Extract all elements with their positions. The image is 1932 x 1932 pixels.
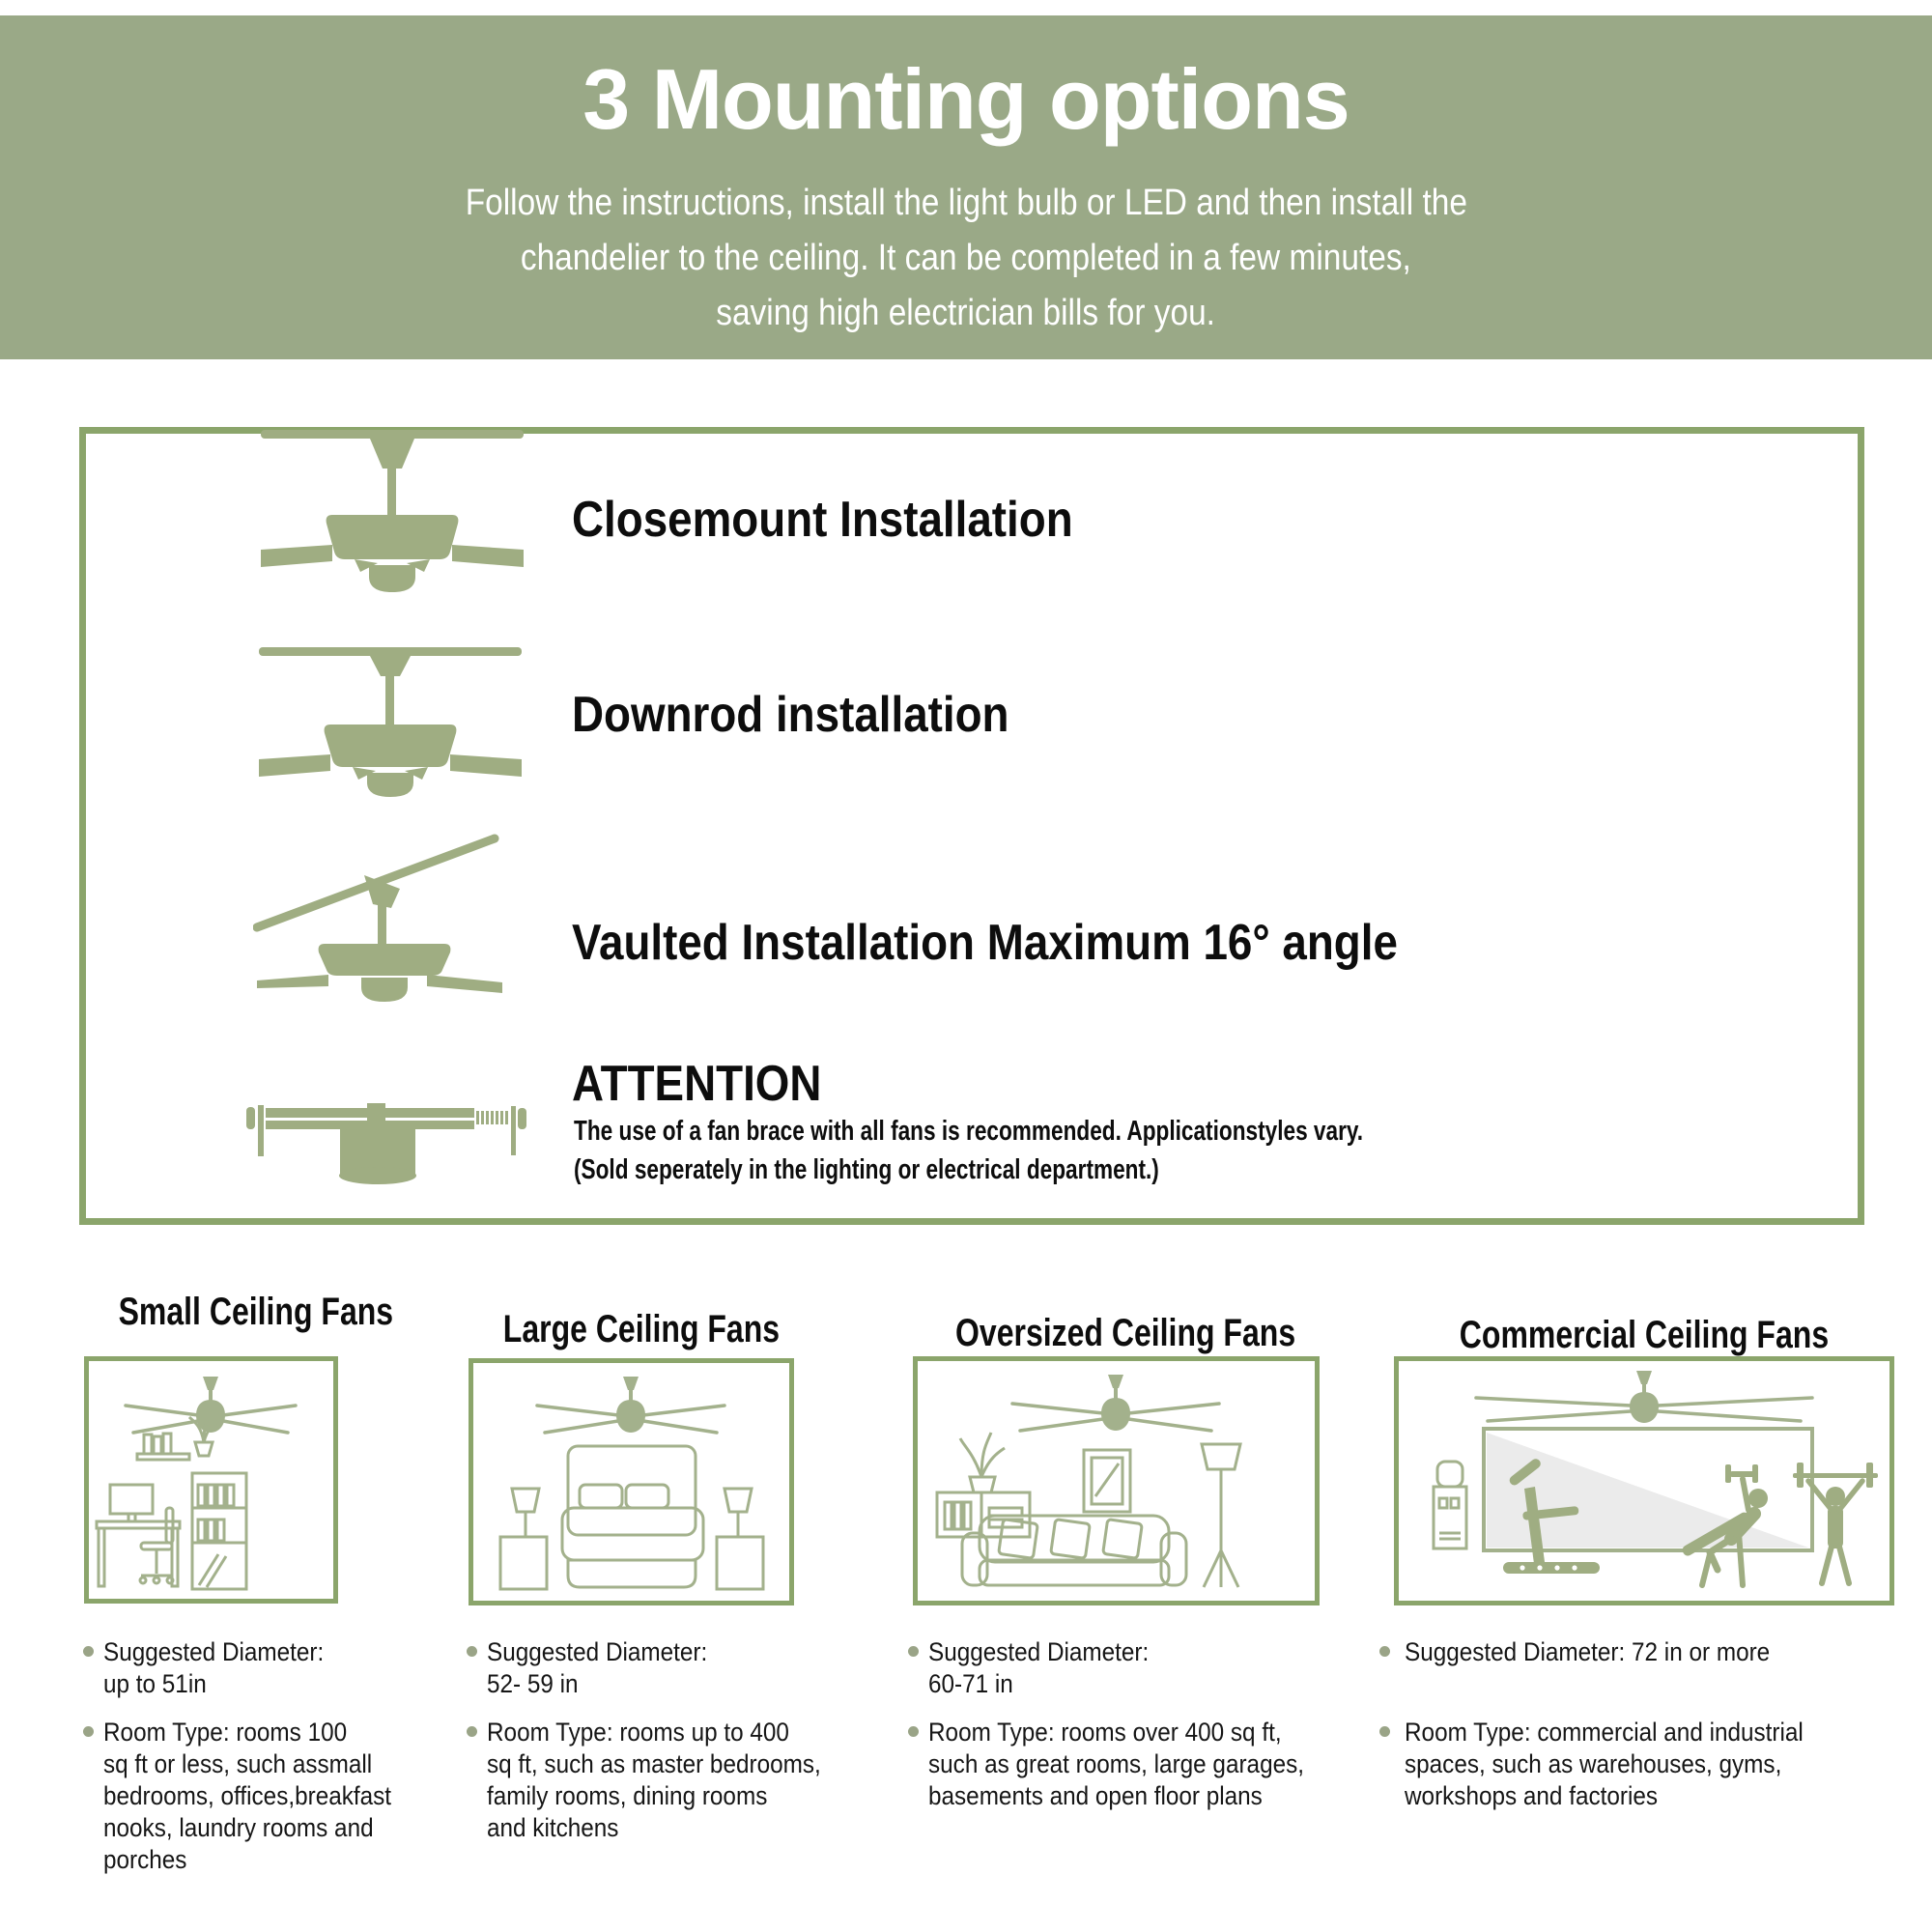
category-box-commercial — [1394, 1356, 1894, 1605]
bullet-list — [928, 1636, 1217, 1700]
bullet-line: 52- 59 in — [487, 1669, 579, 1698]
bullet-line: spaces, such as warehouses, gyms, — [1405, 1749, 1782, 1778]
category-box-small — [84, 1356, 338, 1604]
bullet-line: bedrooms, offices,breakfast — [103, 1781, 392, 1810]
bullet-item — [1379, 1717, 1882, 1812]
office-room-illustration — [89, 1361, 333, 1599]
bullet-dot-icon — [1379, 1646, 1390, 1657]
bullet-item — [467, 1717, 821, 1844]
living-room-illustration — [918, 1361, 1315, 1601]
banner-subtitle — [0, 176, 1932, 341]
category-title-oversized: Oversized Ceiling Fans — [955, 1312, 1296, 1354]
attention-heading: ATTENTION — [572, 1056, 822, 1112]
bullet-line: such as great rooms, large garages, — [928, 1749, 1305, 1778]
subtitle-line: Follow the instructions, install the light bulb or LED and then install the — [465, 183, 1467, 223]
row-heading-downrod: Downrod installation — [572, 687, 1009, 743]
bullet-line: basements and open floor plans — [928, 1781, 1263, 1810]
bullet-list — [103, 1636, 354, 1700]
bullet-list — [1405, 1717, 1882, 1812]
bullet-line: Suggested Diameter: — [487, 1637, 708, 1666]
category-box-large — [469, 1358, 794, 1605]
bullet-item — [1379, 1636, 1882, 1668]
bullet-list — [487, 1636, 776, 1700]
row-heading-closemount: Closemount Installation — [572, 492, 1073, 548]
bullet-dot-icon — [467, 1646, 477, 1657]
bullet-line: sq ft or less, such assmall — [103, 1749, 373, 1778]
bullet-line: Suggested Diameter: 72 in or more — [1405, 1637, 1771, 1666]
bullet-line: Room Type: rooms 100 — [103, 1718, 348, 1747]
gym-illustration — [1399, 1361, 1889, 1601]
bullet-list — [103, 1717, 392, 1876]
bullet-line: workshops and factories — [1405, 1781, 1659, 1810]
closemount-fan-icon — [261, 430, 524, 596]
bullet-item — [908, 1636, 1217, 1700]
bullet-line: 60-71 in — [928, 1669, 1013, 1698]
bullet-list — [1405, 1636, 1882, 1668]
bullet-dot-icon — [83, 1726, 94, 1737]
bullet-line: porches — [103, 1845, 187, 1874]
subtitle-line: chandelier to the ceiling. It can be completed in a few minutes, — [521, 238, 1411, 278]
category-title-small: Small Ceiling Fans — [118, 1291, 394, 1333]
category-title-large: Large Ceiling Fans — [502, 1308, 781, 1350]
bullet-line: Suggested Diameter: — [928, 1637, 1150, 1666]
bullet-item — [83, 1717, 392, 1876]
downrod-fan-icon — [259, 647, 522, 798]
bullet-line: nooks, laundry rooms and — [103, 1813, 374, 1842]
bullet-line: and kitchens — [487, 1813, 619, 1842]
attention-text-line: The use of a fan brace with all fans is recommended. Applicationstyles vary. — [574, 1116, 1364, 1147]
bullet-line: Room Type: rooms up to 400 — [487, 1718, 789, 1747]
bedroom-illustration — [473, 1363, 789, 1601]
category-title-commercial: Commercial Ceiling Fans — [1459, 1314, 1830, 1356]
bullet-dot-icon — [908, 1646, 919, 1657]
page-title: 3 Mounting options — [582, 51, 1350, 147]
bullet-dot-icon — [83, 1646, 94, 1657]
bullet-dot-icon — [467, 1726, 477, 1737]
header-banner — [0, 15, 1932, 359]
bullet-line: sq ft, such as master bedrooms, — [487, 1749, 821, 1778]
vaulted-fan-icon — [253, 831, 506, 1005]
attention-text-line: (Sold seperately in the lighting or electrical department.) — [574, 1154, 1159, 1185]
bullet-item — [908, 1717, 1314, 1812]
subtitle-line: saving high electrician bills for you. — [716, 293, 1216, 333]
bullet-line: Room Type: commercial and industrial — [1405, 1718, 1804, 1747]
bullet-dot-icon — [1379, 1726, 1390, 1737]
bullet-line: up to 51in — [103, 1669, 207, 1698]
bullet-item — [83, 1636, 354, 1700]
bullet-item — [467, 1636, 776, 1700]
bullet-list — [928, 1717, 1314, 1812]
bullet-line: Room Type: rooms over 400 sq ft, — [928, 1718, 1282, 1747]
bullet-list — [487, 1717, 821, 1844]
row-heading-vaulted: Vaulted Installation Maximum 16° angle — [572, 915, 1398, 971]
bullet-line: Suggested Diameter: — [103, 1637, 325, 1666]
bullet-dot-icon — [908, 1726, 919, 1737]
bullet-line: family rooms, dining rooms — [487, 1781, 768, 1810]
fan-brace-icon — [244, 1101, 529, 1190]
category-box-oversized — [913, 1356, 1320, 1605]
